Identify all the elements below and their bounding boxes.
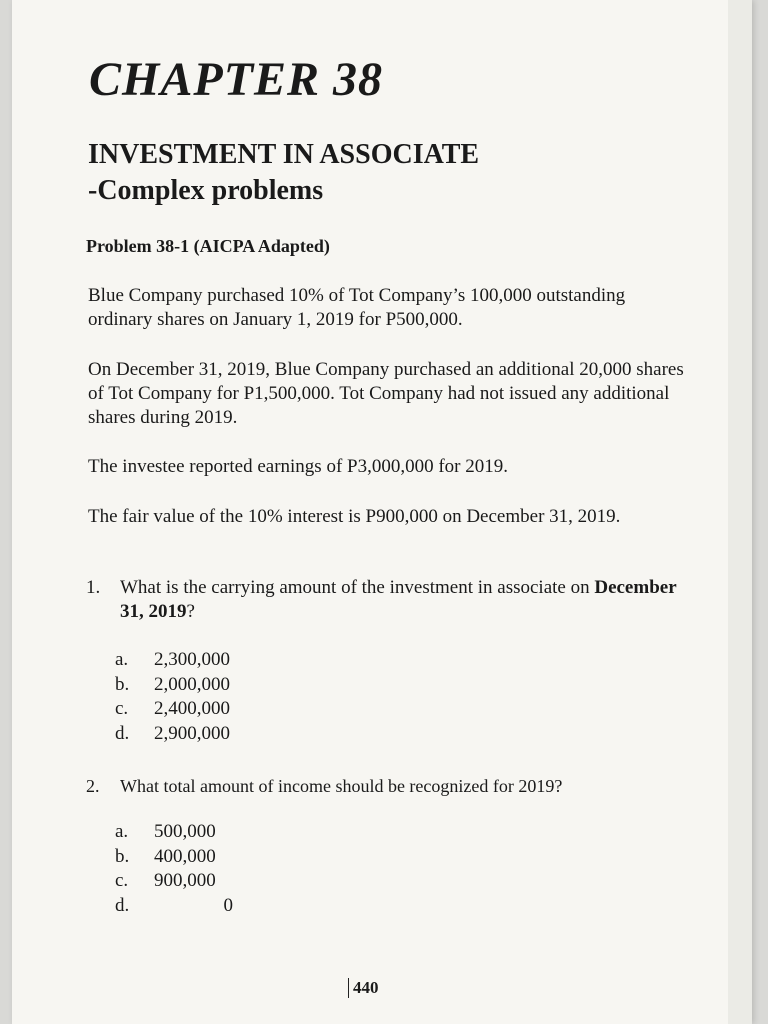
question-1-choices [115,648,315,746]
choice-letter: a. [115,821,129,842]
question-text [120,576,686,624]
choice-letter: c. [115,870,129,891]
paragraph-fair-value: The fair value of the 10% interest is P900,000 on December 31, 2019. [88,506,621,527]
question-text-bold: December 31, 2019 [120,577,677,622]
question-number: 2. [86,776,100,796]
choice-letter: c. [115,698,129,719]
question-text-part: What is the carrying amount of the investment in associate on [120,577,595,598]
choice-2a [115,820,315,845]
choice-1c [115,697,315,722]
choice-value: 2,300,000 [154,649,230,670]
section-title: INVESTMENT IN ASSOCIATE [88,139,480,170]
choice-letter: b. [115,673,130,695]
paragraph-additional-purchase: On December 31, 2019, Blue Company purchased an additional 20,000 shares of Tot Company for P1,500,000. Tot Company had not issued any additional shares during 2019. [88,359,684,428]
choice-value: 2,000,000 [154,673,230,695]
choice-1d [115,722,315,747]
page-gutter [728,0,752,1024]
choice-value: 500,000 [154,821,216,842]
choice-letter: d. [115,894,130,916]
choice-2c [115,869,315,894]
question-text-end: ? [186,601,195,622]
choice-value: 2,900,000 [154,722,230,744]
question-2 [86,774,686,798]
section-subtitle: -Complex problems [88,175,324,206]
question-text: What total amount of income should be recognized for 2019? [120,776,563,796]
choice-2d [115,894,315,919]
question-2-choices [115,820,315,918]
choice-letter: d. [115,722,130,744]
choice-letter: b. [115,845,130,867]
choice-value: 900,000 [154,870,216,891]
book-page [12,0,752,1024]
choice-1b [115,673,315,698]
choice-2b [115,845,315,870]
paragraph-purchase: Blue Company purchased 10% of Tot Company’s 100,000 outstanding ordinary shares on January 1, 2019 for P500,000. [88,285,626,330]
paragraph-earnings: The investee reported earnings of P3,000,000 for 2019. [88,456,509,477]
page-number: 440 [348,978,379,998]
choice-letter: a. [115,649,129,670]
choice-1a [115,648,315,673]
choice-value: 0 [223,894,233,916]
choice-value: 2,400,000 [154,698,230,719]
problem-heading: Problem 38-1 (AICPA Adapted) [86,236,330,256]
question-1 [86,576,686,624]
choice-value: 400,000 [154,845,216,867]
question-number: 1. [86,577,101,598]
chapter-title: CHAPTER 38 [89,53,384,106]
